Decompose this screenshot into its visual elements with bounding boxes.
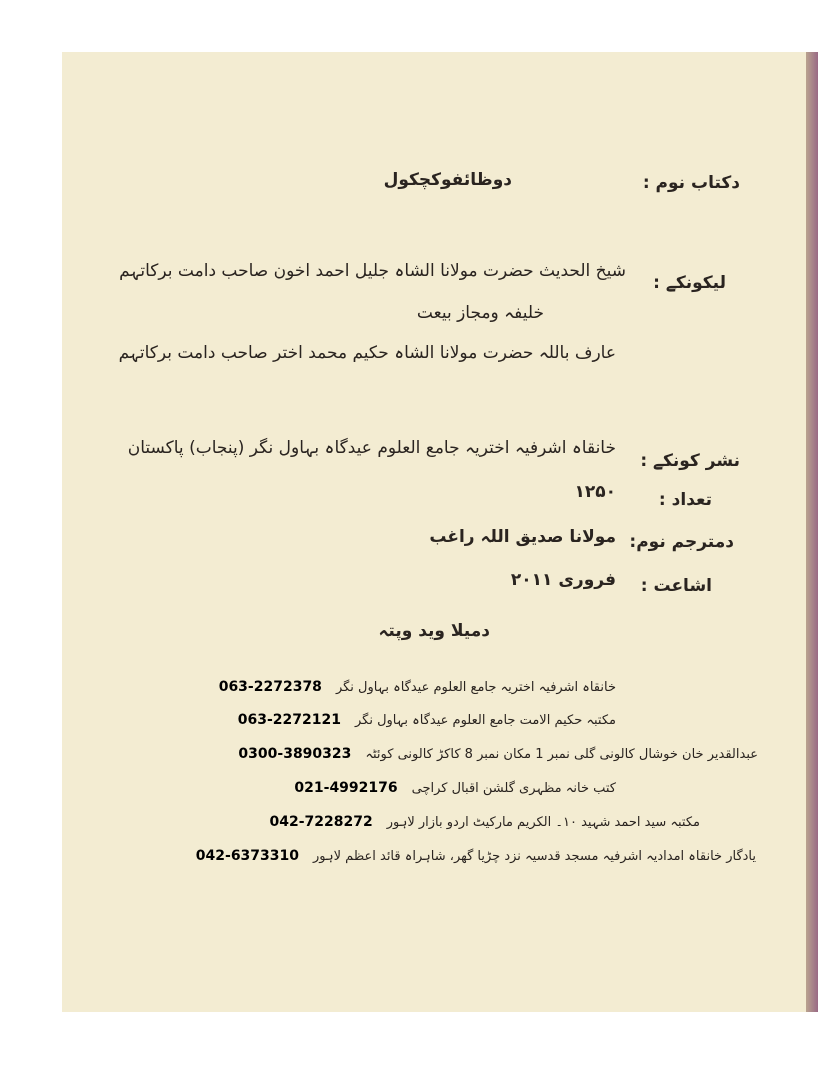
contact-row (196, 848, 756, 864)
contact-row (219, 679, 616, 695)
book-page (62, 52, 812, 1012)
page-edge (806, 52, 818, 1012)
translator-value: مولانا صدیق اللہ راغب (429, 527, 616, 547)
publisher-value: خانقاہ اشرفیہ اختریہ جامع العلوم عیدگاہ بہاول نگر (پنجاب) پاکستان (127, 438, 616, 458)
edition-label: اشاعت : (640, 576, 712, 596)
contact-name: کتب خانہ مظہری گلشن اقبال کراچی (411, 781, 616, 796)
edition-value: فروری ۲۰۱۱ (510, 570, 616, 590)
contact-phone: 042-7228272 (269, 814, 373, 830)
contact-phone: 063-2272378 (218, 679, 322, 695)
translator-label: دمترجم نوم: (629, 532, 734, 552)
contact-row (269, 814, 700, 830)
quantity-value: ۱۲۵۰ (574, 482, 616, 502)
contact-phone: 042-6373310 (195, 848, 300, 864)
publisher-label: نشر کونکے : (640, 451, 740, 471)
contact-row (238, 712, 616, 728)
contact-name: مکتبہ حکیم الامت جامع العلوم عیدگاہ بہاول نگر (354, 713, 616, 728)
book-name-label: دکتاب نوم : (642, 173, 740, 193)
contacts-list (62, 52, 812, 1012)
contact-name: مکتبہ سید احمد شہید ۱۰۔ الکریم مارکیٹ اردو بازار لاہور (386, 815, 700, 830)
author-line-3: عارف باللہ حضرت مولانا الشاہ حکیم محمد اختر صاحب دامت برکاتہم (118, 343, 616, 363)
contact-phone: 063-2272121 (237, 712, 341, 728)
contact-phone: 021-4992176 (294, 780, 398, 796)
contacts-heading: دمیلا وید وپتہ (378, 621, 490, 641)
contact-name: عبدالقدیر خان خوشال کالونی گلی نمبر 1 مکان نمبر 8 کاکڑ کالونی کوئٹہ (365, 747, 758, 762)
author-line-1: شیخ الحدیث حضرت مولانا الشاہ جلیل احمد اخون صاحب دامت برکاتہم (119, 261, 626, 281)
contact-name: یادگار خانقاہ امدادیہ اشرفیہ مسجد قدسیہ نزد چڑیا گھر، شاہراہ قائد اعظم لاہور (313, 849, 756, 864)
quantity-label: تعداد : (658, 490, 712, 510)
contact-row (238, 746, 758, 762)
contact-phone: 0300-3890323 (238, 746, 352, 762)
contact-row (294, 780, 616, 796)
author-label: لیکونکے : (653, 273, 726, 293)
contact-name: خانقاہ اشرفیہ اختریہ جامع العلوم عیدگاہ بہاول نگر (335, 680, 616, 695)
book-name-value: دوظائفوکچکول (383, 170, 512, 190)
author-line-2: خلیفہ ومجاز بیعت (416, 303, 544, 323)
